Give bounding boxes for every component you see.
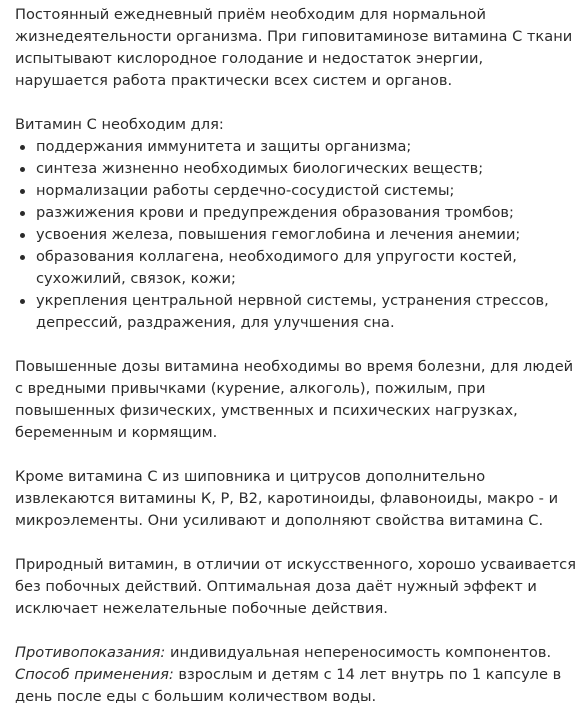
spacer	[15, 620, 580, 642]
list-item-text: нормализации работы сердечно-сосудистой системы;	[36, 182, 455, 199]
product-description	[15, 4, 580, 708]
usage-instructions	[15, 664, 580, 708]
list-item-text: разжижения крови и предупреждения образования тромбов;	[36, 204, 514, 221]
list-item-text: укрепления центральной нервной системы, устранения стрессов, депрессий, раздражения, для улучшения сна.	[36, 292, 549, 331]
contraindications-label: Противопоказания:	[15, 644, 166, 661]
bullet-icon	[20, 167, 25, 172]
list-item-text: образования коллагена, необходимого для упругости костей, сухожилий, связок, кожи;	[36, 248, 517, 287]
benefits-list	[15, 136, 580, 334]
spacer	[15, 532, 580, 554]
bullet-icon	[20, 255, 25, 260]
spacer	[15, 92, 580, 114]
natural-vitamin-paragraph: Природный витамин, в отличии от искусственного, хорошо усваивается без побочных действий. Оптимальная доза даёт нужный эффект и исключает нежелательные побочные действия.	[15, 556, 576, 617]
intro-paragraph: Постоянный ежедневный приём необходим для нормальной жизнедеятельности организма. При гиповитаминозе витамина С ткани испытывают кислородное голодание и недостаток энергии, нарушается работа практически всех систем и органов.	[15, 6, 573, 89]
list-item	[15, 136, 580, 158]
bullet-icon	[20, 145, 25, 150]
list-item	[15, 224, 580, 246]
bullet-icon	[20, 299, 25, 304]
list-item-text: синтеза жизненно необходимых биологических веществ;	[36, 160, 484, 177]
usage-text: взрослым и детям с 14 лет внутрь по 1 капсуле в день после еды с большим количеством воды.	[15, 666, 562, 705]
bullet-icon	[20, 189, 25, 194]
list-item-text: поддержания иммунитета и защиты организма;	[36, 138, 412, 155]
spacer	[15, 334, 580, 356]
list-intro: Витамин С необходим для:	[15, 116, 224, 133]
list-item	[15, 290, 580, 334]
list-item	[15, 158, 580, 180]
contraindications	[15, 642, 580, 664]
usage-label: Способ применения:	[15, 666, 174, 683]
list-item	[15, 202, 580, 224]
contraindications-text: индивидуальная непереносимость компонентов.	[165, 644, 552, 661]
bullet-icon	[20, 233, 25, 238]
list-item	[15, 246, 580, 290]
spacer	[15, 444, 580, 466]
list-item	[15, 180, 580, 202]
extra-vitamins-paragraph: Кроме витамина С из шиповника и цитрусов дополнительно извлекаются витамины К, Р, В2, каротиноиды, флавоноиды, макро - и микроэлементы. Они усиливают и дополняют свойства витамина С.	[15, 468, 559, 529]
bullet-icon	[20, 211, 25, 216]
dosage-paragraph: Повышенные дозы витамина необходимы во время болезни, для людей с вредными привычками (курение, алкоголь), пожилым, при повышенных физических, умственных и психических нагрузках, беременным и кормящим.	[15, 358, 574, 441]
list-item-text: усвоения железа, повышения гемоглобина и лечения анемии;	[36, 226, 521, 243]
